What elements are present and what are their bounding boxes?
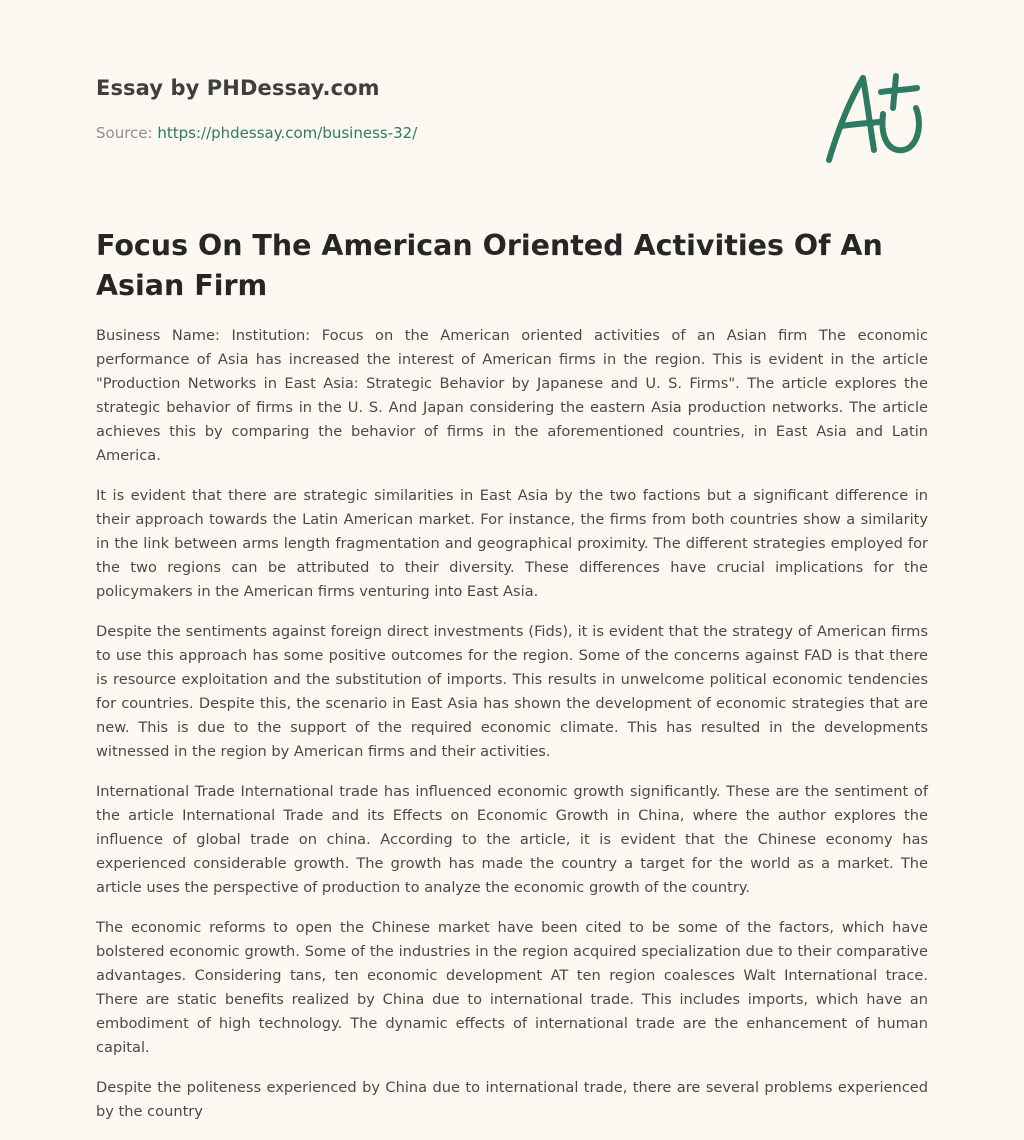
essay-paragraph: The economic reforms to open the Chinese market have been cited to be some of the factors, which have bolstered economic growth. Some of the industries in the region acquired specialization due to their comparative advantages. Considering tans, ten economic development AT ten region coalesces Walt International trace. There are static benefits realized by China due to international trade. This includes imports, which have an embodiment of high technology. The dynamic effects of international trade are the enhancement of human capital. xyxy=(96,919,928,1056)
essay-title: Focus On The American Oriented Activities Of An Asian Firm xyxy=(96,229,883,302)
source-line xyxy=(96,124,417,142)
essay-paragraph: It is evident that there are strategic similarities in East Asia by the two factions but a significant difference in their approach towards the Latin American market. For instance, the firms from both countries show a similarity in the link between arms length fragmentation and geographical proximity. The different strategies employed for the two regions can be attributed to their diversity. These differences have crucial implications for the policymakers in the American firms venturing into East Asia. xyxy=(96,487,928,600)
site-brand: Essay by PHDessay.com xyxy=(96,76,380,100)
essay-paragraph: Despite the politeness experienced by China due to international trade, there are several problems experienced by the country xyxy=(96,1079,928,1120)
source-label: Source: xyxy=(96,124,153,142)
source-link[interactable]: https://phdessay.com/business-32/ xyxy=(157,124,418,142)
essay-paragraph: Despite the sentiments against foreign direct investments (Fids), it is evident that the strategy of American firms to use this approach has some positive outcomes for the region. Some of the concerns against FAD is that there is resource exploitation and the substitution of imports. This results in unwelcome political economic tendencies for countries. Despite this, the scenario in East Asia has shown the development of economic strategies that are new. This is due to the support of the required economic climate. This has resulted in the developments witnessed in the region by American firms and their activities. xyxy=(96,623,928,760)
essay-paragraph: International Trade International trade has influenced economic growth significantly. These are the sentiment of the article International Trade and its Effects on Economic Growth in China, where the author explores the influence of global trade on china. According to the article, it is evident that the Chinese economy has experienced considerable growth. The growth has made the country a target for the world as a market. The article uses the perspective of production to analyze the economic growth of the country. xyxy=(96,783,928,896)
a-plus-logo-icon xyxy=(823,68,933,168)
essay-paragraph: Business Name: Institution: Focus on the American oriented activities of an Asian firm The economic performance of Asia has increased the interest of American firms in the region. This is evident in the article "Production Networks in East Asia: Strategic Behavior by Japanese and U. S. Firms". The article explores the strategic behavior of firms in the U. S. And Japan considering the eastern Asia production networks. The article achieves this by comparing the behavior of firms in the aforementioned countries, in East Asia and Latin America. xyxy=(96,327,928,464)
essay-body xyxy=(96,324,928,1140)
